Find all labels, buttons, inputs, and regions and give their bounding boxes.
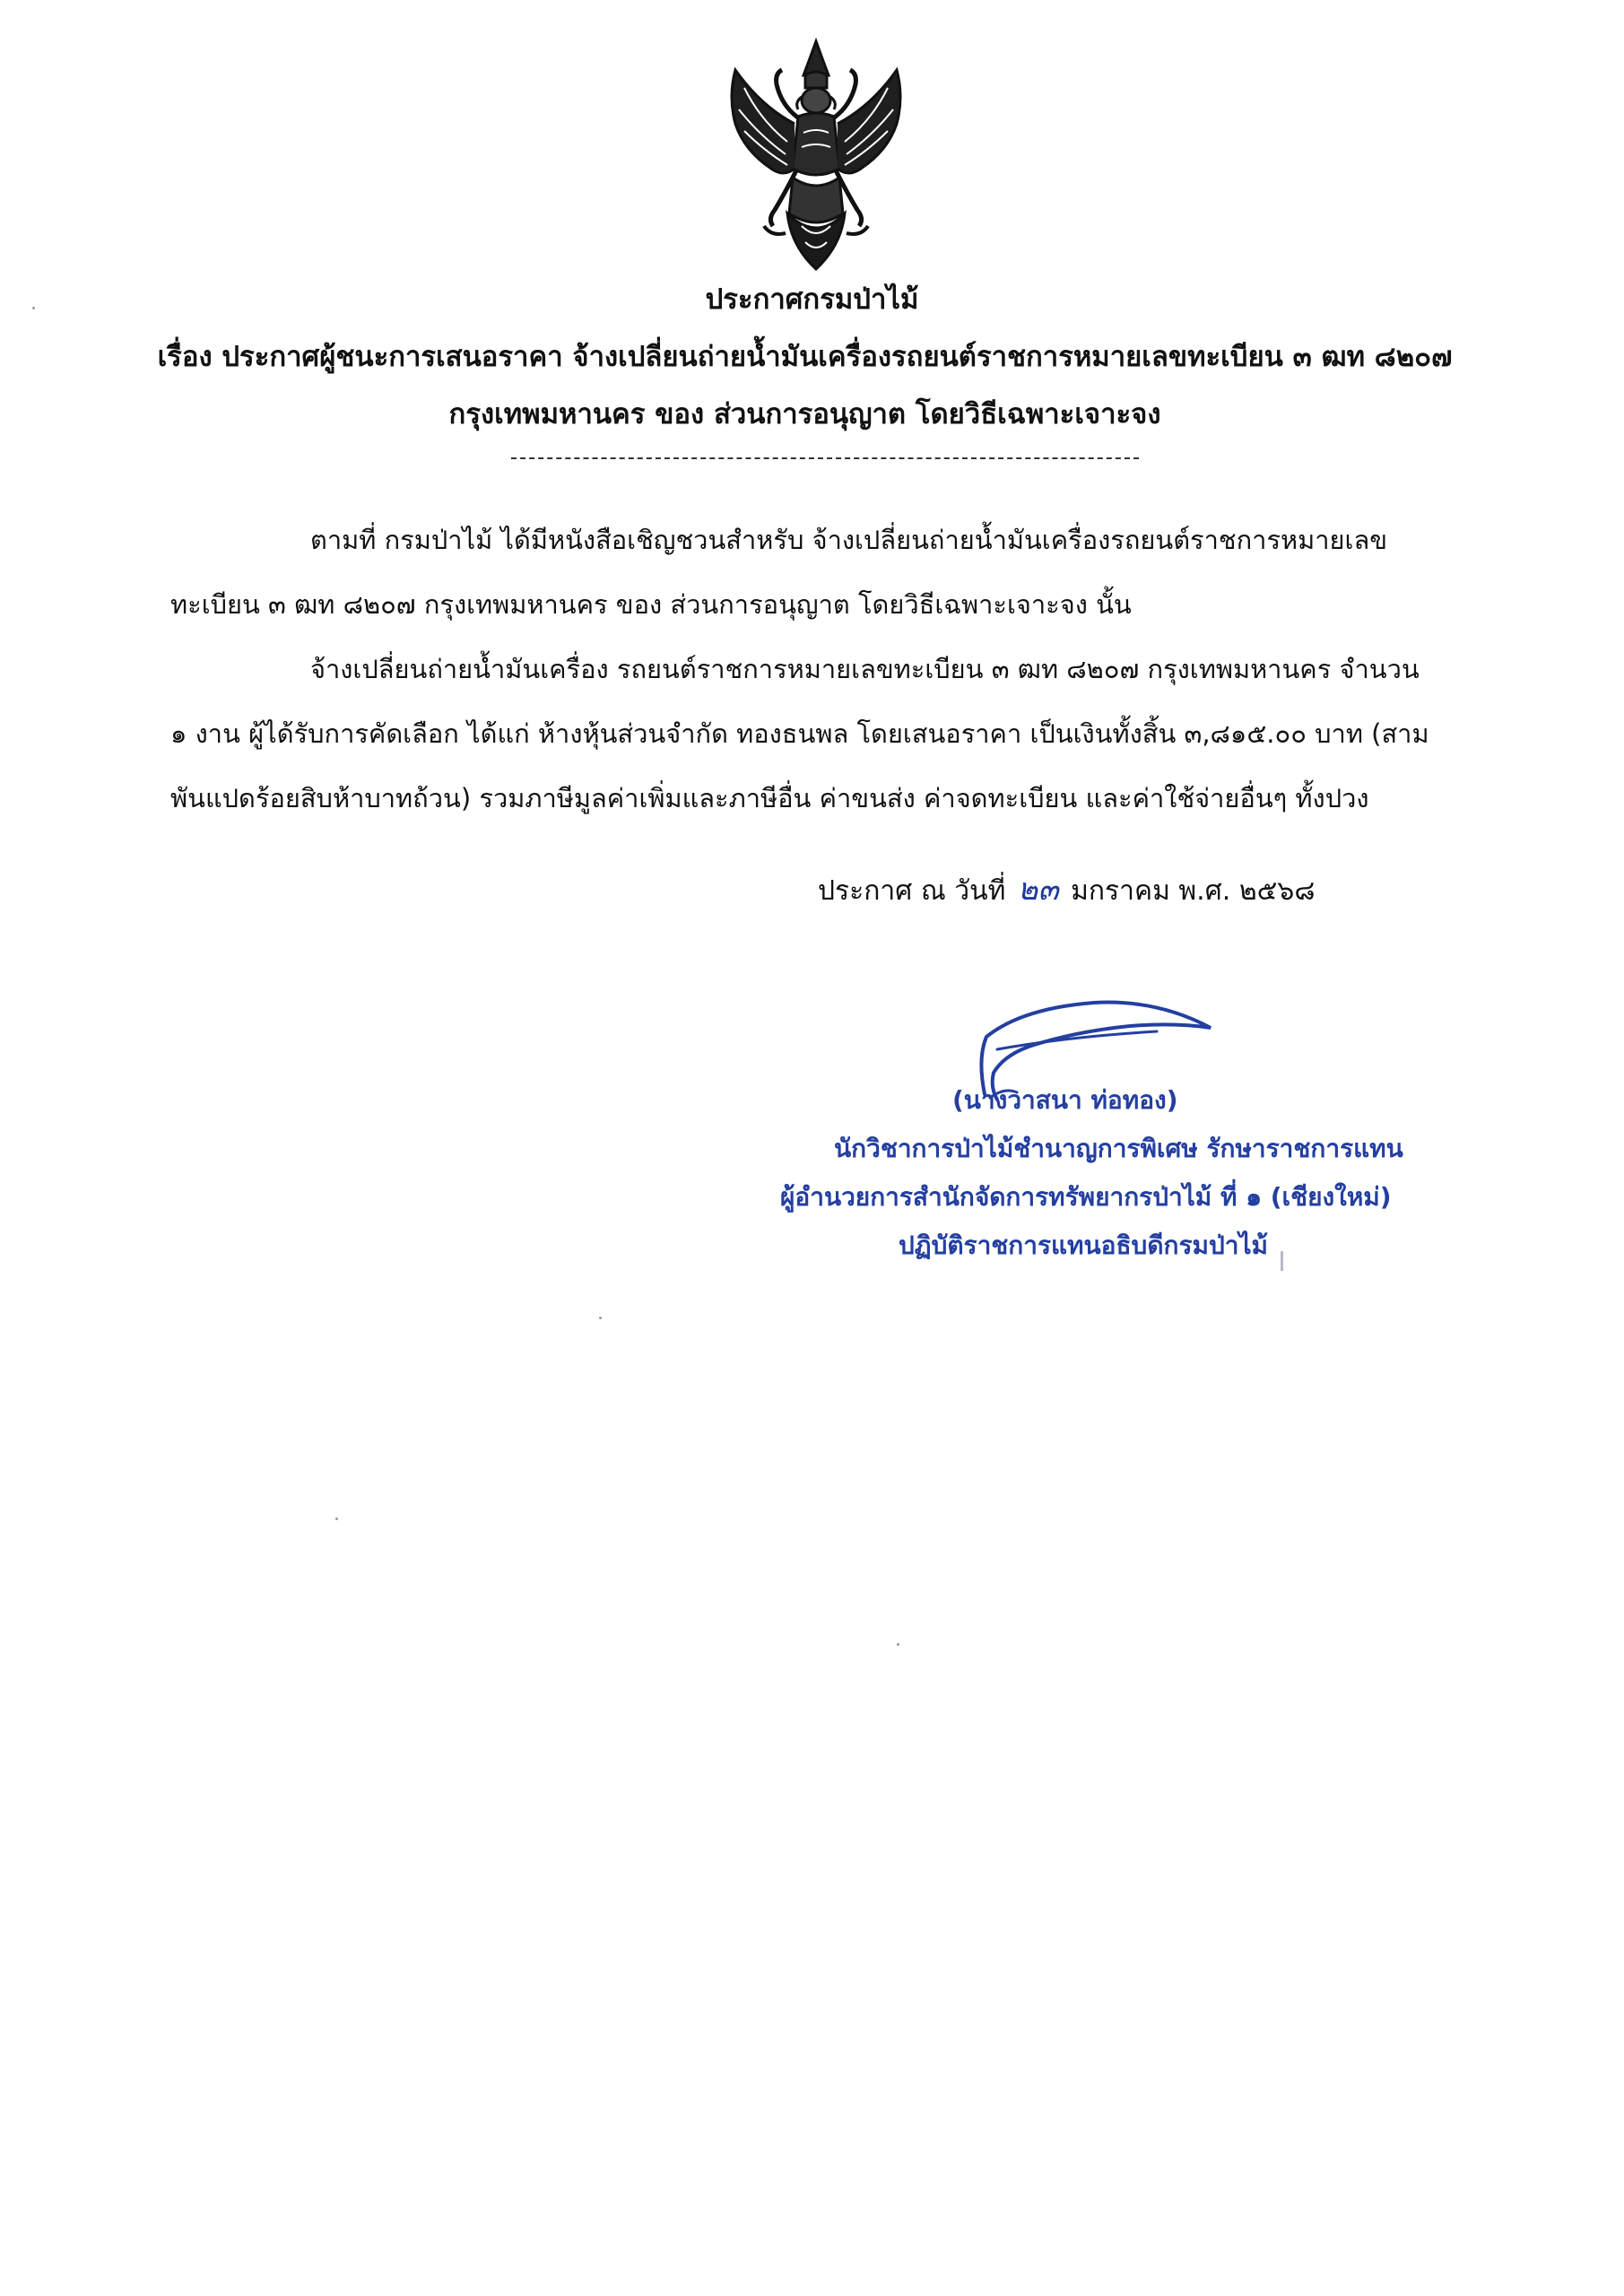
- scan-speck: [599, 1317, 602, 1319]
- garuda-emblem-icon: [708, 34, 924, 276]
- paragraph-1-line-2: ทะเบียน ๓ ฒท ๘๒๐๗ กรุงเทพมหานคร ของ ส่วนการอนุญาต โดยวิธีเฉพาะเจาะจง นั้น: [170, 589, 1132, 620]
- paragraph-2-line-3: พันแปดร้อยสิบห้าบาทถ้วน) รวมภาษีมูลค่าเพิ่มและภาษีอื่น ค่าขนส่ง ค่าจดทะเบียน และค่าใช้จ่ายอื่นๆ ทั้งปวง: [170, 783, 1369, 813]
- scan-speck: [32, 307, 35, 309]
- document-title: ประกาศกรมป่าไม้: [705, 283, 919, 316]
- subject-line-2: กรุงเทพมหานคร ของ ส่วนการอนุญาต โดยวิธีเฉพาะเจาะจง: [448, 398, 1161, 430]
- paragraph-2-line-2: ๑ งาน ผู้ได้รับการคัดเลือก ได้แก่ ห้างหุ้นส่วนจำกัด ทองธนพล โดยเสนอราคา เป็นเงินทั้งสิ้น ๓,๘๑๕.๐๐ บาท (สาม: [170, 718, 1429, 749]
- dashed-separator: [511, 457, 1139, 459]
- signatory-position-2: ผู้อำนวยการสำนักจัดการทรัพยากรป่าไม้ ที่ ๑ (เชียงใหม่): [780, 1182, 1392, 1212]
- stamp-mark: [1281, 1251, 1283, 1271]
- announcement-prefix: ประกาศ ณ วันที่: [818, 875, 1006, 907]
- scan-speck: [897, 1643, 899, 1646]
- announcement-date: [818, 872, 1315, 909]
- signatory-position-1: นักวิชาการป่าไม้ชำนาญการพิเศษ รักษาราชการแทน: [834, 1134, 1403, 1163]
- paragraph-1-line-1: ตามที่ กรมป่าไม้ ได้มีหนังสือเชิญชวนสำหรับ จ้างเปลี่ยนถ่ายน้ำมันเครื่องรถยนต์ราชการหมายเลข: [310, 525, 1388, 555]
- signatory-position-3: ปฏิบัติราชการแทนอธิบดีกรมป่าไม้: [899, 1231, 1269, 1260]
- announcement-month-year: มกราคม พ.ศ. ๒๕๖๘: [1071, 875, 1316, 907]
- paragraph-2-line-1: จ้างเปลี่ยนถ่ายน้ำมันเครื่อง รถยนต์ราชการหมายเลขทะเบียน ๓ ฒท ๘๒๐๗ กรุงเทพมหานคร จำนวน: [310, 654, 1420, 684]
- scan-speck: [335, 1518, 338, 1520]
- signatory-name: (นางวาสนา ท่อทอง): [952, 1085, 1178, 1115]
- subject-line-1: เรื่อง ประกาศผู้ชนะการเสนอราคา จ้างเปลี่ยนถ่ายน้ำมันเครื่องรถยนต์ราชการหมายเลขทะเบียน ๓ ฒท ๘๒๐๗: [157, 341, 1453, 373]
- announcement-day: ๒๓: [1017, 872, 1059, 908]
